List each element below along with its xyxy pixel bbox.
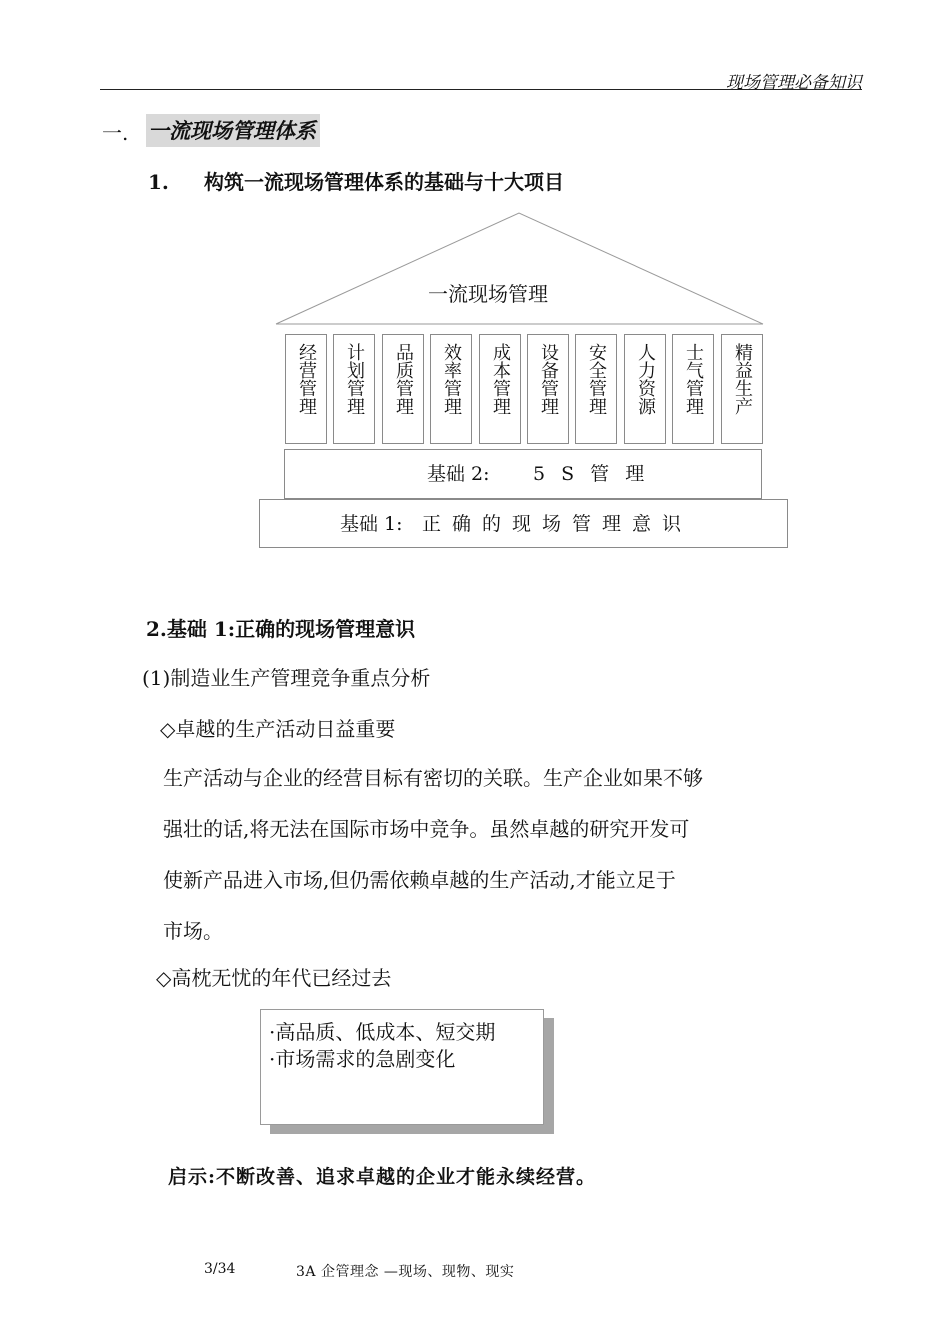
section2-heading: 2.基础 1:正确的现场管理意识	[146, 617, 416, 641]
section-title: 一流现场管理体系	[146, 114, 320, 147]
pillar-label: 成本管理	[490, 343, 511, 415]
subsection-number: 1.	[148, 170, 169, 194]
section-number: 一.	[102, 121, 129, 145]
foundation-2-label: 基础 2:	[427, 463, 490, 485]
foundation-1-label: 基础 1:	[340, 513, 403, 535]
pillar-item	[430, 334, 472, 444]
bullet-1: ◇卓越的生产活动日益重要	[160, 717, 396, 741]
callout-box	[260, 1009, 544, 1125]
pillar-item	[382, 334, 424, 444]
pillar-label: 经营管理	[296, 343, 317, 415]
pillar-label: 设备管理	[538, 343, 559, 415]
callout-line: ·市场需求的急剧变化	[269, 1047, 456, 1071]
pillar-item	[333, 334, 375, 444]
pillar-label: 计划管理	[344, 343, 365, 415]
footer-text: 3A 企管理念 —现场、现物、现实	[296, 1264, 515, 1280]
paragraph-line: 生产活动与企业的经营目标有密切的关联。生产企业如果不够	[163, 766, 703, 790]
pillar-item	[624, 334, 666, 444]
footer-page-number: 3/34	[204, 1261, 236, 1277]
pillar-item	[479, 334, 521, 444]
bullet-2: ◇高枕无忧的年代已经过去	[156, 966, 392, 990]
paragraph-line: 市场。	[163, 919, 223, 943]
pillar-item	[285, 334, 327, 444]
section2-subheading: (1)制造业生产管理竞争重点分析	[142, 666, 431, 690]
pillar-label: 安全管理	[586, 343, 607, 415]
subsection-title: 构筑一流现场管理体系的基础与十大项目	[204, 170, 564, 194]
pillar-label: 精益生产	[732, 343, 753, 415]
foundation-2-value: 5 S 管 理	[533, 463, 650, 485]
roof-label: 一流现场管理	[428, 282, 548, 306]
callout-line: ·高品质、低成本、短交期	[269, 1020, 496, 1044]
paragraph	[163, 753, 773, 957]
pillar-item	[527, 334, 569, 444]
pillar-item	[575, 334, 617, 444]
pillar-item	[721, 334, 763, 444]
foundation-2	[284, 449, 762, 499]
pillar-label: 品质管理	[393, 343, 414, 415]
insight-text: 启示:不断改善、追求卓越的企业才能永续经营。	[168, 1166, 597, 1188]
pillar-item	[672, 334, 714, 444]
paragraph-line: 强壮的话,将无法在国际市场中竞争。虽然卓越的研究开发可	[163, 817, 690, 841]
foundation-1	[259, 499, 788, 548]
foundation-1-value: 正确的现场管理意识	[422, 513, 693, 535]
pillar-label: 士气管理	[683, 343, 704, 415]
roof-outline	[276, 213, 763, 324]
header-title: 现场管理必备知识	[726, 73, 862, 93]
paragraph-line: 使新产品进入市场,但仍需依赖卓越的生产活动,才能立足于	[163, 868, 676, 892]
pillar-label: 人力资源	[635, 343, 656, 415]
pillar-label: 效率管理	[441, 343, 462, 415]
